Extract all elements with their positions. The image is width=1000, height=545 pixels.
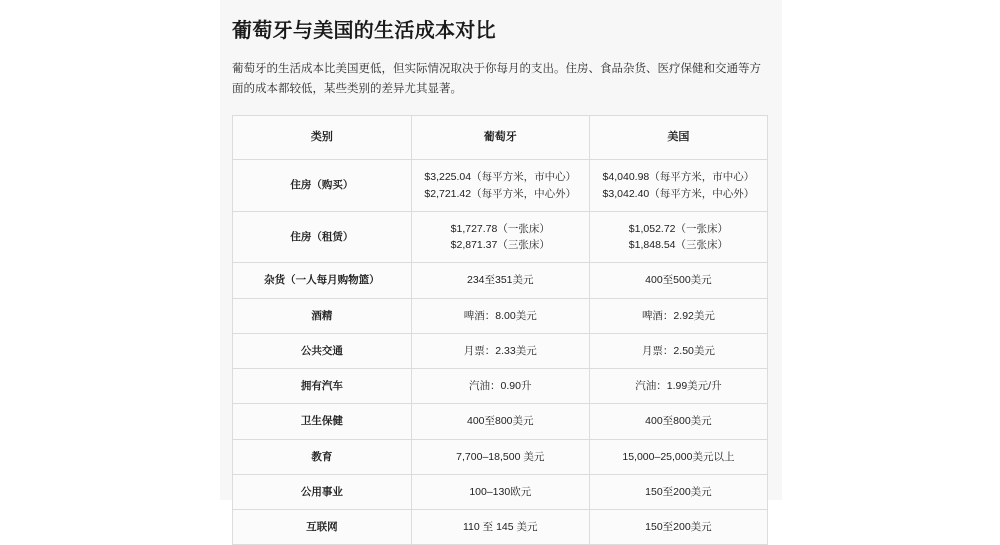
cell-line: 汽油：1.99美元/升 — [635, 380, 722, 393]
table-row — [233, 298, 768, 333]
table-header — [233, 116, 768, 160]
cell-line: 150至200美元 — [645, 485, 712, 498]
cell-line: 7,700–18,500 美元 — [456, 450, 545, 463]
table-row — [233, 404, 768, 439]
cell-usa — [589, 298, 767, 333]
column-header-usa: 美国 — [589, 116, 767, 160]
cell-portugal — [411, 263, 589, 298]
cell-category: 住房（购买） — [233, 160, 412, 212]
cell-category: 卫生保健 — [233, 404, 412, 439]
cell-portugal — [411, 439, 589, 474]
cell-line: 234至351美元 — [466, 274, 534, 287]
cell-portugal — [411, 211, 589, 263]
table-row — [233, 439, 768, 474]
cell-line: $2,871.37（三张床） — [450, 239, 550, 252]
cell-line: 汽油：0.90升 — [469, 380, 532, 393]
cell-line: 400至500美元 — [645, 274, 712, 287]
cell-usa — [589, 160, 767, 212]
cell-line: $1,727.78（一张床） — [450, 222, 550, 235]
cell-usa — [589, 333, 767, 368]
left-margin — [0, 0, 220, 500]
cell-usa — [589, 263, 767, 298]
cell-category: 住房（租赁） — [233, 211, 412, 263]
cell-usa — [589, 211, 767, 263]
column-header-category: 类别 — [233, 116, 412, 160]
cost-comparison-table — [232, 115, 768, 545]
cell-line: $1,848.54（三张床） — [628, 239, 729, 252]
cell-line: $3,225.04（每平方米，市中心） — [424, 171, 577, 184]
cell-portugal — [411, 510, 589, 545]
cell-category: 酒精 — [233, 298, 412, 333]
column-header-portugal: 葡萄牙 — [411, 116, 589, 160]
cell-category: 公共交通 — [233, 333, 412, 368]
cell-line: 啤酒：2.92美元 — [641, 309, 715, 322]
cell-line: 月票：2.33美元 — [463, 344, 537, 357]
table-row — [233, 510, 768, 545]
right-margin — [782, 0, 1000, 500]
cell-category: 互联网 — [233, 510, 412, 545]
cell-line: $1,052.72（一张床） — [628, 222, 729, 235]
table-header-row — [233, 116, 768, 160]
cell-line: $2,721.42（每平方米，中心外） — [424, 187, 577, 200]
cell-line: 啤酒：8.00美元 — [463, 309, 537, 322]
cell-category: 拥有汽车 — [233, 369, 412, 404]
cell-line: 400至800美元 — [645, 415, 712, 428]
intro-paragraph: 葡萄牙的生活成本比美国更低，但实际情况取决于你每月的支出。住房、食品杂货、医疗保健和交通等方面的成本都较低，某些类别的差异尤其显著。 — [232, 63, 761, 96]
cell-portugal — [411, 333, 589, 368]
cell-portugal — [411, 404, 589, 439]
cell-usa — [589, 369, 767, 404]
page-title: 葡萄牙与美国的生活成本对比 — [232, 20, 496, 42]
cell-usa — [589, 474, 767, 509]
cell-category: 教育 — [233, 439, 412, 474]
cell-line: 150至200美元 — [645, 521, 712, 534]
cell-line: 100–130欧元 — [469, 485, 532, 498]
table-body — [233, 160, 768, 545]
table-row — [233, 263, 768, 298]
cell-portugal — [411, 369, 589, 404]
table-row — [233, 474, 768, 509]
cell-usa — [589, 404, 767, 439]
table-row — [233, 160, 768, 212]
cell-usa — [589, 510, 767, 545]
cell-line: 15,000–25,000美元以上 — [622, 450, 735, 463]
table-row — [233, 211, 768, 263]
cell-line: $3,042.40（每平方米，中心外） — [602, 187, 755, 200]
cell-line: 400至800美元 — [466, 415, 534, 428]
cell-line: 110 至 145 美元 — [463, 521, 538, 534]
table-row — [233, 333, 768, 368]
cell-portugal — [411, 160, 589, 212]
cell-portugal — [411, 298, 589, 333]
cell-category: 杂货（一人每月购物篮） — [233, 263, 412, 298]
table-row — [233, 369, 768, 404]
cell-line: 月票：2.50美元 — [641, 344, 715, 357]
article-content — [220, 0, 782, 534]
cell-line: $4,040.98（每平方米，市中心） — [602, 171, 755, 184]
cell-portugal — [411, 474, 589, 509]
cell-category: 公用事业 — [233, 474, 412, 509]
cell-usa — [589, 439, 767, 474]
